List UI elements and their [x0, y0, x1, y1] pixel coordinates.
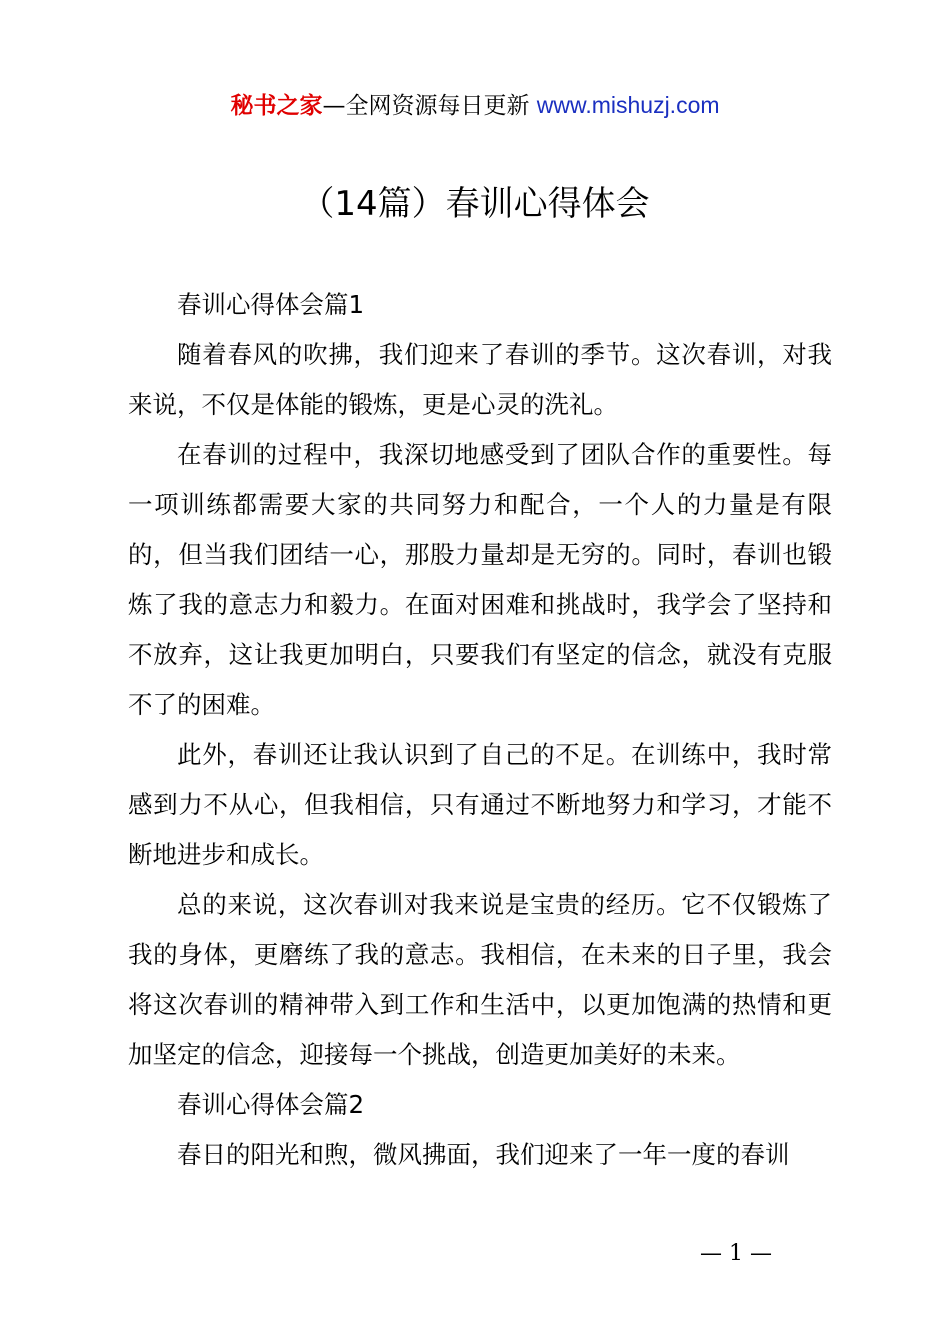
- paragraph: 在春训的过程中，我深切地感受到了团队合作的重要性。每一项训练都需要大家的共同努力和配合，一个人的力量是有限的，但当我们团结一心，那股力量却是无穷的。同时，春训也锻炼了我的意志力和毅力。在面对困难和挑战时，我学会了坚持和不放弃，这让我更加明白，只要我们有坚定的信念，就没有克服不了的困难。: [128, 440, 832, 719]
- paragraph: 此外，春训还让我认识到了自己的不足。在训练中，我时常感到力不从心，但我相信，只有通过不断地努力和学习，才能不断地进步和成长。: [128, 740, 832, 869]
- header-slogan: —全网资源每日更新: [322, 93, 530, 119]
- document-title: （14篇）春训心得体会: [300, 184, 650, 224]
- site-header: [0, 88, 950, 123]
- document-body: [128, 280, 832, 1180]
- section-heading: 春训心得体会篇2: [177, 1090, 365, 1119]
- site-url-link[interactable]: www.mishuzj.com: [536, 92, 720, 118]
- paragraph: 总的来说，这次春训对我来说是宝贵的经历。它不仅锻炼了我的身体，更磨练了我的意志。我相信，在未来的日子里，我会将这次春训的精神带入到工作和生活中，以更加饱满的热情和更加坚定的信念，迎接每一个挑战，创造更加美好的未来。: [128, 890, 832, 1069]
- paragraph: 春日的阳光和煦，微风拂面，我们迎来了一年一度的春训: [177, 1140, 790, 1169]
- paragraph: 随着春风的吹拂，我们迎来了春训的季节。这次春训，对我来说，不仅是体能的锻炼，更是心灵的洗礼。: [128, 340, 832, 419]
- brand-name: 秘书之家: [230, 93, 323, 119]
- page-number: — 1 —: [700, 1241, 772, 1266]
- section-heading: 春训心得体会篇1: [177, 290, 365, 319]
